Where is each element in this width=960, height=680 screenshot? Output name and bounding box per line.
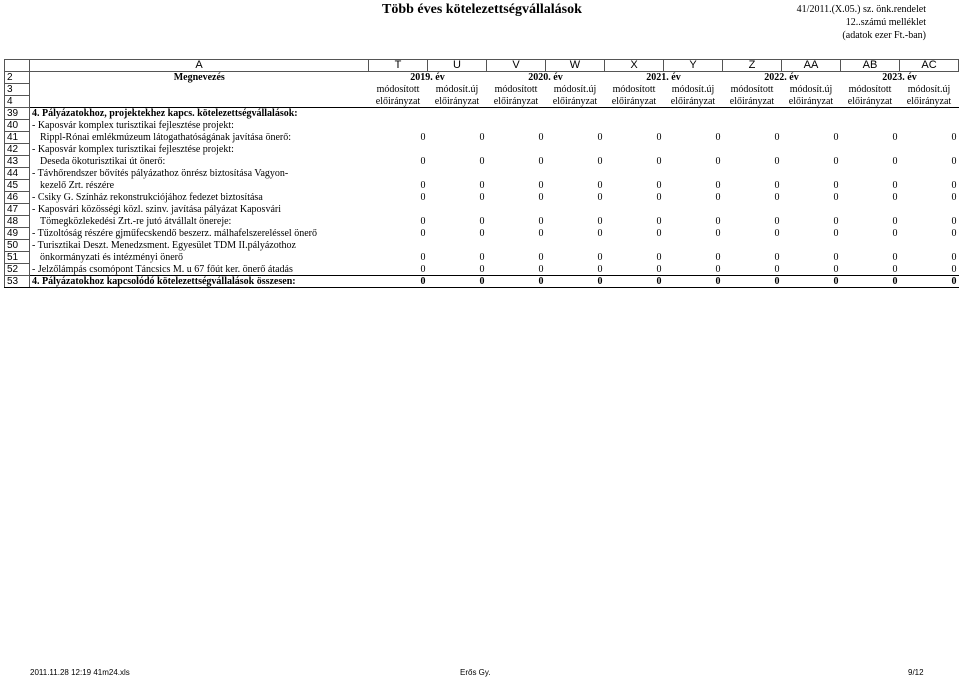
value-cell[interactable]: 0 bbox=[656, 132, 662, 143]
value-cell[interactable]: 0 bbox=[656, 228, 662, 239]
year-header: 2019. év bbox=[369, 72, 487, 84]
row-label[interactable]: - Csiky G. Színház rekonstrukciójához fedezet biztosítása bbox=[32, 192, 263, 203]
footer-page-number: 9/12 bbox=[908, 668, 924, 677]
row-number[interactable]: 3 bbox=[5, 84, 30, 96]
document-reference bbox=[797, 3, 926, 42]
sub-header: módosított bbox=[730, 84, 774, 95]
value-cell[interactable] bbox=[782, 204, 841, 216]
row-number[interactable]: 48 bbox=[5, 216, 30, 228]
table-row bbox=[5, 120, 959, 132]
value-cell[interactable]: 0 bbox=[715, 263, 721, 275]
value-cell[interactable] bbox=[369, 240, 428, 252]
year-header: 2021. év bbox=[605, 72, 723, 84]
column-letter[interactable]: X bbox=[605, 60, 664, 72]
value-cell[interactable]: 0 bbox=[546, 276, 605, 288]
value-cell[interactable]: 0 bbox=[715, 156, 721, 167]
value-cell[interactable]: 0 bbox=[833, 156, 839, 167]
value-cell[interactable] bbox=[369, 108, 428, 120]
value-cell[interactable]: 0 bbox=[892, 156, 898, 167]
table-row bbox=[5, 108, 959, 120]
value-cell[interactable]: 0 bbox=[597, 228, 603, 239]
row-label[interactable]: Tömegközlekedési Zrt.-re jutó átvállalt önereje: bbox=[40, 216, 232, 227]
value-cell[interactable]: 0 bbox=[420, 180, 426, 191]
value-cell[interactable]: 0 bbox=[892, 132, 898, 143]
sub-header: előirányzat bbox=[847, 95, 893, 107]
row-label[interactable]: 4. Pályázatokhoz, projektekhez kapcs. kötelezettségvállalások: bbox=[30, 108, 369, 120]
value-cell[interactable] bbox=[664, 204, 723, 216]
value-cell[interactable] bbox=[664, 168, 723, 180]
row-label[interactable]: - Jelzőlámpás csomópont Táncsics M. u 67 főút ker. önerő átadás bbox=[32, 263, 293, 275]
value-cell[interactable]: 0 bbox=[715, 228, 721, 239]
table-row bbox=[5, 264, 959, 276]
value-cell[interactable] bbox=[428, 168, 487, 180]
table-row bbox=[5, 180, 959, 192]
name-column-header: Megnevezés bbox=[30, 72, 369, 84]
value-cell[interactable]: 0 bbox=[479, 192, 485, 203]
value-cell[interactable]: 0 bbox=[538, 228, 544, 239]
value-cell[interactable] bbox=[605, 204, 664, 216]
value-cell[interactable]: 0 bbox=[487, 276, 546, 288]
value-cell[interactable]: 0 bbox=[597, 180, 603, 191]
value-cell[interactable] bbox=[369, 204, 428, 216]
column-letter[interactable]: T bbox=[369, 60, 428, 72]
value-cell[interactable]: 0 bbox=[715, 180, 721, 191]
value-cell[interactable]: 0 bbox=[479, 180, 485, 191]
value-cell[interactable]: 0 bbox=[774, 252, 780, 263]
value-cell[interactable] bbox=[428, 204, 487, 216]
row-label[interactable]: önkormányzati és intézményi önerő bbox=[40, 252, 184, 263]
value-cell[interactable]: 0 bbox=[479, 216, 485, 227]
year-header: 2020. év bbox=[487, 72, 605, 84]
value-cell[interactable] bbox=[487, 168, 546, 180]
value-cell[interactable]: 0 bbox=[597, 216, 603, 227]
value-cell[interactable]: 0 bbox=[656, 156, 662, 167]
table-row bbox=[5, 168, 959, 180]
unit-note: (adatok ezer Ft.-ban) bbox=[842, 30, 926, 41]
value-cell[interactable] bbox=[900, 240, 959, 252]
value-cell[interactable] bbox=[900, 144, 959, 156]
column-letter[interactable]: U bbox=[428, 60, 487, 72]
value-cell[interactable]: 0 bbox=[656, 263, 662, 275]
value-cell[interactable] bbox=[605, 144, 664, 156]
empty-cell bbox=[30, 84, 369, 96]
value-cell[interactable]: 0 bbox=[420, 156, 426, 167]
value-cell[interactable] bbox=[664, 240, 723, 252]
row-label[interactable]: - Kaposvár komplex turisztikai fejlesztése projekt: bbox=[32, 120, 234, 131]
row-number[interactable]: 43 bbox=[5, 156, 30, 168]
value-cell[interactable]: 0 bbox=[951, 263, 957, 275]
value-cell[interactable] bbox=[723, 144, 782, 156]
value-cell[interactable] bbox=[546, 144, 605, 156]
value-cell[interactable]: 0 bbox=[951, 192, 957, 203]
row-number[interactable]: 2 bbox=[5, 72, 30, 84]
value-cell[interactable] bbox=[782, 120, 841, 132]
row-number[interactable]: 46 bbox=[5, 192, 30, 204]
value-cell[interactable]: 0 bbox=[420, 252, 426, 263]
value-cell[interactable] bbox=[723, 240, 782, 252]
row-label[interactable]: Rippl-Rónai emlékmúzeum látogathatóságának javítása önerő: bbox=[40, 132, 292, 143]
value-cell[interactable] bbox=[369, 144, 428, 156]
table-row bbox=[5, 144, 959, 156]
footer-author: Erős Gy. bbox=[460, 668, 491, 677]
value-cell[interactable]: 0 bbox=[420, 192, 426, 203]
sub-header: előirányzat bbox=[906, 95, 952, 107]
row-label[interactable]: - Turisztikai Deszt. Menedzsment. Egyesület TDM II.pályázothoz bbox=[32, 240, 296, 251]
value-cell[interactable]: 0 bbox=[479, 263, 485, 275]
year-header: 2022. év bbox=[723, 72, 841, 84]
sub-header: módosít.új bbox=[553, 84, 597, 95]
value-cell[interactable] bbox=[605, 108, 664, 120]
value-cell[interactable]: 0 bbox=[715, 216, 721, 227]
value-cell[interactable]: 0 bbox=[774, 192, 780, 203]
row-label[interactable]: - Távhőrendszer bővítés pályázathoz önrész biztosítása Vagyon- bbox=[32, 168, 289, 179]
sub-header: előirányzat bbox=[493, 95, 539, 107]
value-cell[interactable]: 0 bbox=[420, 228, 426, 239]
value-cell[interactable]: 0 bbox=[479, 228, 485, 239]
value-cell[interactable]: 0 bbox=[597, 132, 603, 143]
value-cell[interactable]: 0 bbox=[538, 192, 544, 203]
value-cell[interactable] bbox=[428, 240, 487, 252]
value-cell[interactable]: 0 bbox=[538, 156, 544, 167]
value-cell[interactable]: 0 bbox=[774, 216, 780, 227]
row-label[interactable]: Deseda ökoturisztikai út önerő: bbox=[40, 156, 166, 167]
value-cell[interactable] bbox=[369, 120, 428, 132]
column-letter[interactable]: Z bbox=[723, 60, 782, 72]
value-cell[interactable]: 0 bbox=[420, 132, 426, 143]
value-cell[interactable]: 0 bbox=[597, 192, 603, 203]
table-row bbox=[5, 216, 959, 228]
value-cell[interactable] bbox=[841, 120, 900, 132]
table-row bbox=[5, 132, 959, 144]
row-number[interactable]: 44 bbox=[5, 168, 30, 180]
value-cell[interactable]: 0 bbox=[892, 263, 898, 275]
value-cell[interactable]: 0 bbox=[892, 228, 898, 239]
row-number[interactable]: 45 bbox=[5, 180, 30, 192]
value-cell[interactable] bbox=[428, 144, 487, 156]
value-cell[interactable] bbox=[546, 168, 605, 180]
header-row-years bbox=[5, 72, 959, 84]
sub-header: előirányzat bbox=[375, 95, 421, 107]
value-cell[interactable]: 0 bbox=[833, 216, 839, 227]
value-cell[interactable] bbox=[723, 168, 782, 180]
value-cell[interactable]: 0 bbox=[951, 216, 957, 227]
value-cell[interactable] bbox=[546, 108, 605, 120]
row-number[interactable]: 50 bbox=[5, 240, 30, 252]
value-cell[interactable]: 0 bbox=[892, 252, 898, 263]
value-cell[interactable]: 0 bbox=[597, 156, 603, 167]
sub-header: módosít.új bbox=[435, 84, 479, 95]
sub-header: módosított bbox=[848, 84, 892, 95]
table-row bbox=[5, 156, 959, 168]
sub-header: módosít.új bbox=[789, 84, 833, 95]
sub-header: módosított bbox=[612, 84, 656, 95]
value-cell[interactable] bbox=[605, 120, 664, 132]
value-cell[interactable] bbox=[782, 240, 841, 252]
value-cell[interactable] bbox=[723, 108, 782, 120]
value-cell[interactable] bbox=[723, 120, 782, 132]
value-cell[interactable]: 0 bbox=[833, 132, 839, 143]
sub-header: módosít.új bbox=[671, 84, 715, 95]
row-number[interactable]: 53 bbox=[5, 276, 30, 288]
value-cell[interactable]: 0 bbox=[892, 180, 898, 191]
value-cell[interactable]: 0 bbox=[656, 252, 662, 263]
value-cell[interactable]: 0 bbox=[951, 252, 957, 263]
value-cell[interactable]: 0 bbox=[538, 263, 544, 275]
row-label[interactable]: - Tűzoltóság részére gjműfecskendő beszerz. málhafelszereléssel önerő bbox=[32, 228, 317, 239]
footer-filename: 2011.11.28 12:19 41m24.xls bbox=[30, 668, 130, 677]
column-letter[interactable]: A bbox=[30, 60, 369, 72]
value-cell[interactable]: 0 bbox=[892, 216, 898, 227]
value-cell[interactable] bbox=[369, 168, 428, 180]
value-cell[interactable]: 0 bbox=[538, 216, 544, 227]
value-cell[interactable] bbox=[900, 108, 959, 120]
total-row bbox=[5, 276, 959, 288]
row-label[interactable]: - Kaposvári közösségi közl. szinv. javítása pályázat Kaposvári bbox=[32, 204, 281, 215]
value-cell[interactable]: 0 bbox=[892, 192, 898, 203]
value-cell[interactable] bbox=[664, 108, 723, 120]
value-cell[interactable]: 0 bbox=[538, 252, 544, 263]
value-cell[interactable] bbox=[428, 120, 487, 132]
value-cell[interactable]: 0 bbox=[774, 228, 780, 239]
value-cell[interactable]: 0 bbox=[900, 276, 959, 288]
column-letter[interactable]: AC bbox=[900, 60, 959, 72]
value-cell[interactable]: 0 bbox=[774, 263, 780, 275]
sub-header: módosít.új bbox=[907, 84, 951, 95]
value-cell[interactable]: 0 bbox=[428, 276, 487, 288]
column-letter[interactable]: AB bbox=[841, 60, 900, 72]
value-cell[interactable] bbox=[605, 168, 664, 180]
sub-header: előirányzat bbox=[434, 95, 480, 107]
sub-header: módosított bbox=[494, 84, 538, 95]
table-row bbox=[5, 204, 959, 216]
value-cell[interactable] bbox=[782, 144, 841, 156]
value-cell[interactable]: 0 bbox=[774, 180, 780, 191]
row-number[interactable]: 42 bbox=[5, 144, 30, 156]
row-label[interactable]: kezelő Zrt. részére bbox=[40, 180, 115, 191]
row-number[interactable]: 40 bbox=[5, 120, 30, 132]
value-cell[interactable]: 0 bbox=[841, 276, 900, 288]
value-cell[interactable]: 0 bbox=[951, 180, 957, 191]
row-number[interactable]: 41 bbox=[5, 132, 30, 144]
value-cell[interactable]: 0 bbox=[833, 228, 839, 239]
value-cell[interactable]: 0 bbox=[664, 276, 723, 288]
value-cell[interactable]: 0 bbox=[597, 252, 603, 263]
value-cell[interactable]: 0 bbox=[951, 156, 957, 167]
value-cell[interactable]: 0 bbox=[656, 180, 662, 191]
value-cell[interactable] bbox=[546, 120, 605, 132]
value-cell[interactable]: 0 bbox=[420, 263, 426, 275]
row-number[interactable]: 51 bbox=[5, 252, 30, 264]
value-cell[interactable]: 0 bbox=[833, 192, 839, 203]
value-cell[interactable]: 0 bbox=[723, 276, 782, 288]
value-cell[interactable] bbox=[841, 144, 900, 156]
value-cell[interactable] bbox=[428, 108, 487, 120]
value-cell[interactable]: 0 bbox=[420, 216, 426, 227]
page-title: Több éves kötelezettségvállalások bbox=[382, 2, 582, 17]
decree-reference: 41/2011.(X.05.) sz. önk.rendelet bbox=[796, 4, 926, 15]
value-cell[interactable] bbox=[487, 144, 546, 156]
value-cell[interactable] bbox=[841, 168, 900, 180]
sub-header: előirányzat bbox=[788, 95, 834, 107]
value-cell[interactable]: 0 bbox=[656, 216, 662, 227]
value-cell[interactable] bbox=[664, 120, 723, 132]
value-cell[interactable]: 0 bbox=[951, 132, 957, 143]
value-cell[interactable]: 0 bbox=[538, 180, 544, 191]
spreadsheet-table bbox=[4, 59, 959, 288]
year-header: 2023. év bbox=[841, 72, 959, 84]
value-cell[interactable] bbox=[841, 108, 900, 120]
value-cell[interactable] bbox=[841, 204, 900, 216]
value-cell[interactable] bbox=[487, 108, 546, 120]
value-cell[interactable] bbox=[723, 204, 782, 216]
sub-header: előirányzat bbox=[670, 95, 716, 107]
annex-number: 12..számú melléklet bbox=[845, 17, 926, 28]
value-cell[interactable]: 0 bbox=[833, 252, 839, 263]
value-cell[interactable]: 0 bbox=[774, 156, 780, 167]
value-cell[interactable] bbox=[900, 120, 959, 132]
value-cell[interactable]: 0 bbox=[479, 156, 485, 167]
header-row-appropriation bbox=[5, 96, 959, 108]
value-cell[interactable] bbox=[841, 240, 900, 252]
value-cell[interactable]: 0 bbox=[538, 132, 544, 143]
table-row bbox=[5, 252, 959, 264]
header-row-modified bbox=[5, 84, 959, 96]
value-cell[interactable] bbox=[664, 144, 723, 156]
row-number[interactable]: 4 bbox=[5, 96, 30, 108]
value-cell[interactable]: 0 bbox=[833, 263, 839, 275]
value-cell[interactable] bbox=[487, 240, 546, 252]
column-letter[interactable]: Y bbox=[664, 60, 723, 72]
corner-cell[interactable] bbox=[5, 60, 30, 72]
value-cell[interactable]: 0 bbox=[774, 132, 780, 143]
value-cell[interactable]: 0 bbox=[605, 276, 664, 288]
table-row bbox=[5, 192, 959, 204]
value-cell[interactable] bbox=[605, 240, 664, 252]
row-label[interactable]: - Kaposvár komplex turisztikai fejlesztése projekt: bbox=[32, 144, 234, 155]
value-cell[interactable] bbox=[546, 204, 605, 216]
sub-header: előirányzat bbox=[552, 95, 598, 107]
value-cell[interactable] bbox=[487, 120, 546, 132]
sub-header: módosított bbox=[376, 84, 420, 95]
value-cell[interactable]: 0 bbox=[479, 132, 485, 143]
sub-header: előirányzat bbox=[611, 95, 657, 107]
row-number[interactable]: 47 bbox=[5, 204, 30, 216]
value-cell[interactable]: 0 bbox=[833, 180, 839, 191]
value-cell[interactable] bbox=[782, 168, 841, 180]
value-cell[interactable]: 0 bbox=[782, 276, 841, 288]
column-letter[interactable]: AA bbox=[782, 60, 841, 72]
empty-cell bbox=[30, 96, 369, 108]
table-row bbox=[5, 240, 959, 252]
row-number[interactable]: 52 bbox=[5, 264, 30, 276]
row-label[interactable]: 4. Pályázatokhoz kapcsolódó kötelezettségvállalások összesen: bbox=[30, 276, 369, 288]
value-cell[interactable]: 0 bbox=[479, 252, 485, 263]
value-cell[interactable] bbox=[900, 168, 959, 180]
table-row bbox=[5, 228, 959, 240]
value-cell[interactable]: 0 bbox=[369, 276, 428, 288]
value-cell[interactable] bbox=[900, 204, 959, 216]
row-number[interactable]: 49 bbox=[5, 228, 30, 240]
value-cell[interactable] bbox=[546, 240, 605, 252]
sub-header: előirányzat bbox=[729, 95, 775, 107]
value-cell[interactable]: 0 bbox=[715, 252, 721, 263]
value-cell[interactable] bbox=[782, 108, 841, 120]
row-number[interactable]: 39 bbox=[5, 108, 30, 120]
column-letter[interactable]: W bbox=[546, 60, 605, 72]
value-cell[interactable]: 0 bbox=[715, 132, 721, 143]
value-cell[interactable]: 0 bbox=[951, 228, 957, 239]
value-cell[interactable]: 0 bbox=[715, 192, 721, 203]
column-letter[interactable]: V bbox=[487, 60, 546, 72]
value-cell[interactable] bbox=[487, 204, 546, 216]
value-cell[interactable]: 0 bbox=[597, 263, 603, 275]
column-letter-row bbox=[5, 60, 959, 72]
value-cell[interactable]: 0 bbox=[656, 192, 662, 203]
